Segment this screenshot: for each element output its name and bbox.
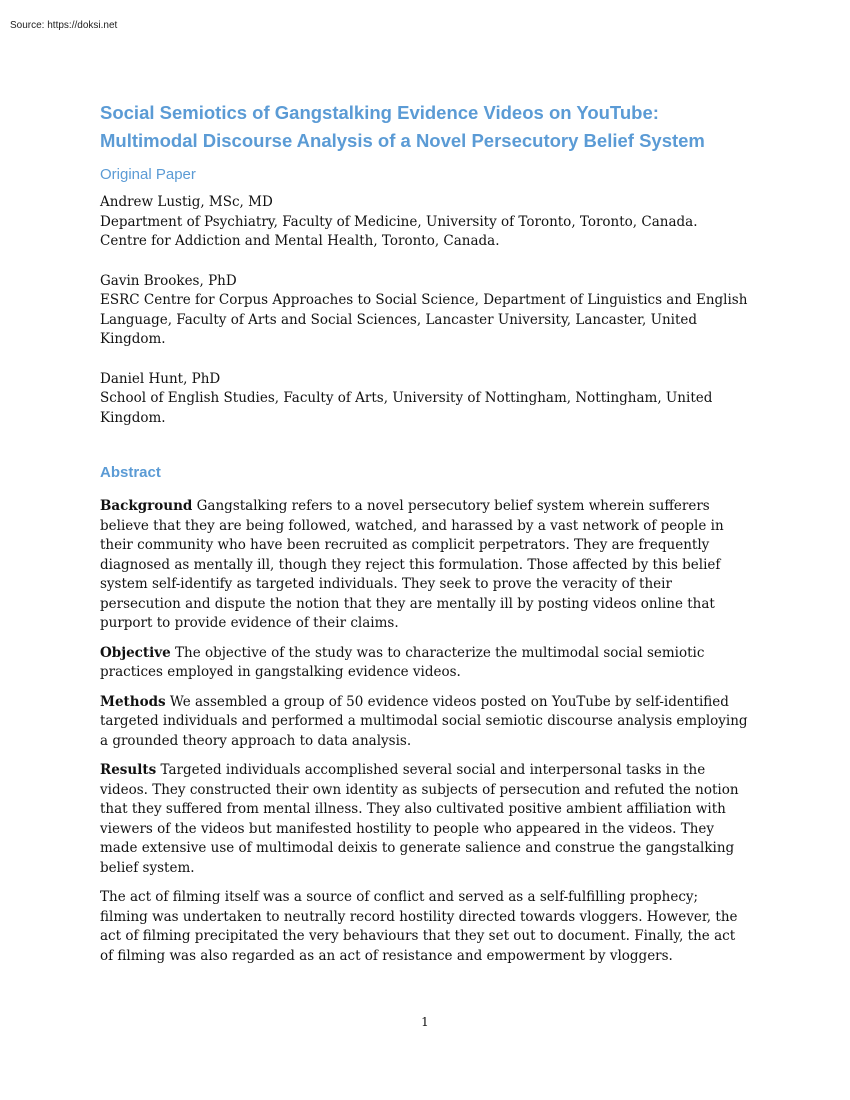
abstract-objective xyxy=(100,644,750,683)
paper-type: Original Paper xyxy=(100,166,196,183)
title-line-1: Social Semiotics of Gangstalking Evidence Videos on YouTube: xyxy=(100,102,659,123)
author-affiliation: ESRC Centre for Corpus Approaches to Social Science, Department of Linguistics and English Language, Faculty of Arts and Social Sciences, Lancaster University, Lancaster, United Kingdom. xyxy=(100,292,748,347)
paper-body xyxy=(100,99,750,966)
author-affiliation: Department of Psychiatry, Faculty of Medicine, University of Toronto, Toronto, Canada. xyxy=(100,213,698,230)
objective-label: Objective xyxy=(100,644,171,661)
abstract-results xyxy=(100,761,750,878)
background-label: Background xyxy=(100,498,193,514)
author-affiliation: School of English Studies, Faculty of Arts, University of Nottingham, Nottingham, United Kingdom. xyxy=(100,390,713,426)
methods-text: We assembled a group of 50 evidence videos posted on YouTube by self-identified targeted individuals and performed a multimodal social semiotic discourse analysis employing a grounded theory approach to data analysis. xyxy=(100,693,748,749)
abstract-background xyxy=(100,497,750,634)
author-block xyxy=(100,193,750,252)
author-block xyxy=(100,272,750,350)
abstract-methods xyxy=(100,693,750,752)
methods-label: Methods xyxy=(100,693,166,710)
abstract-closing-paragraph: The act of filming itself was a source of conflict and served as a self-fulfilling prophecy; filming was undertaken to neutrally record hostility directed towards vloggers. However, the act of filming precipitated the very behaviours that they set out to document. Finally, the act of filming was also regarded as an act of resistance and empowerment by vloggers. xyxy=(100,889,738,964)
abstract-heading: Abstract xyxy=(100,464,161,481)
source-attribution: Source: https://doksi.net xyxy=(10,20,118,31)
objective-text: The objective of the study was to characterize the multimodal social semiotic practices employed in gangstalking evidence videos. xyxy=(100,644,705,680)
author-affiliation: Centre for Addiction and Mental Health, Toronto, Canada. xyxy=(100,233,500,249)
paper-title xyxy=(100,99,750,155)
background-text: Gangstalking refers to a novel persecutory belief system wherein sufferers believe that they are being followed, watched, and harassed by a vast network of people in their community who have been recruited as complicit perpetrators. They are frequently diagnosed as mentally ill, though they reject this formulation. Those affected by this belief system self-identify as targeted individuals. They seek to prove the veracity of their persecution and dispute the notion that they are mentally ill by posting videos online that purport to provide evidence of their claims. xyxy=(100,498,724,631)
author-name: Gavin Brookes, PhD xyxy=(100,272,237,289)
author-block xyxy=(100,370,750,429)
results-label: Results xyxy=(100,762,157,778)
title-line-2: Multimodal Discourse Analysis of a Novel Persecutory Belief System xyxy=(100,130,705,151)
author-name: Daniel Hunt, PhD xyxy=(100,370,221,387)
results-text: Targeted individuals accomplished several social and interpersonal tasks in the videos. They constructed their own identity as subjects of persecution and refuted the notion that they suffered from mental illness. They also cultivated positive ambient affiliation with viewers of the videos but manifested hostility to people who appeared in the videos. They made extensive use of multimodal deixis to generate salience and construe the gangstalking belief system. xyxy=(100,762,739,876)
page-number: 1 xyxy=(421,1015,429,1029)
author-name: Andrew Lustig, MSc, MD xyxy=(100,194,273,210)
